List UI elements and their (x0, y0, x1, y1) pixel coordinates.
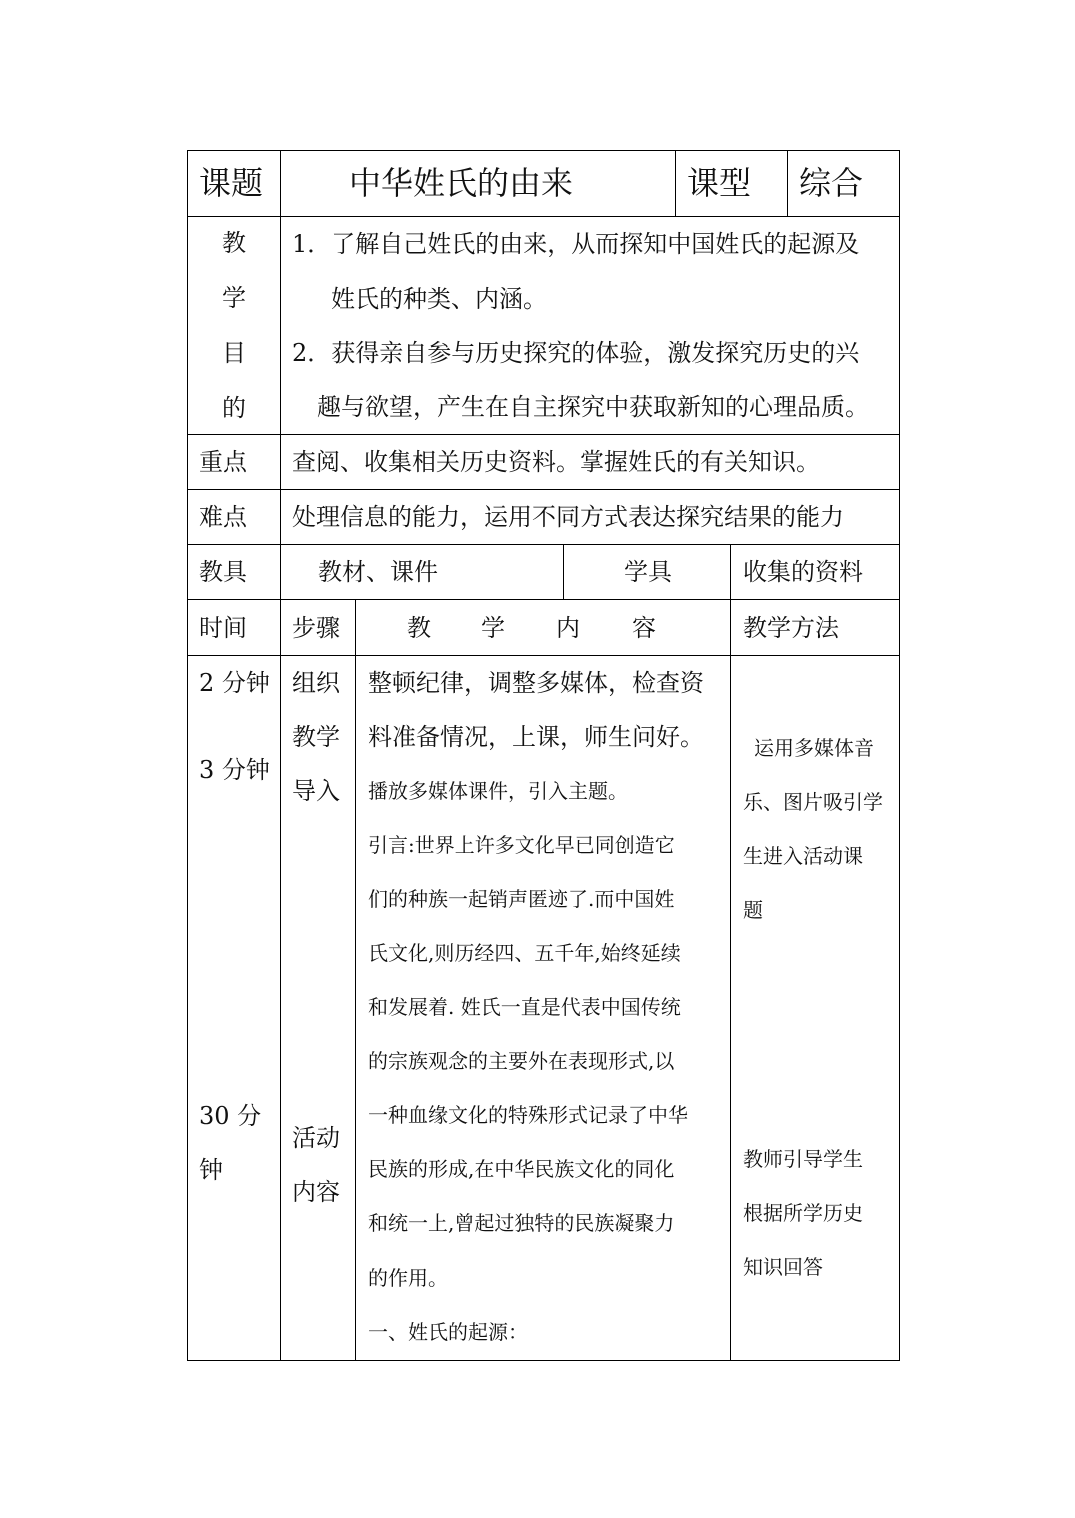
content-header-char: 容 (632, 614, 656, 642)
objective-1-line-2: 姓氏的种类、内涵。 (331, 285, 547, 313)
teacher-tools-value: 教材、课件 (318, 558, 438, 586)
content-line: 的宗族观念的主要外在表现形式,以 (368, 1049, 675, 1073)
topic-label: 课题 (199, 164, 264, 202)
content-line: 和统一上,曾起过独特的民族凝聚力 (368, 1211, 675, 1235)
step-entry: 教学 (292, 723, 340, 751)
objectives-label (187, 216, 281, 436)
difficulty-label: 难点 (199, 503, 247, 531)
student-tools-label: 学具 (624, 558, 672, 586)
content-header-char: 教 (407, 614, 431, 642)
objective-2-line-1: 2．获得亲自参与历史探究的体验，激发探究历史的兴 (292, 339, 860, 367)
type-label: 课型 (687, 164, 752, 202)
content-line: 们的种族一起销声匿迹了.而中国姓 (368, 887, 675, 911)
objectives-label-char: 目 (222, 339, 246, 367)
method-1-line: 乐、图片吸引学 (743, 790, 883, 814)
student-tools-value: 收集的资料 (743, 558, 863, 586)
method-1-line: 运用多媒体音 (754, 736, 874, 760)
content-line: 整顿纪律，调整多媒体，检查资 (368, 669, 704, 697)
key-point-label: 重点 (199, 448, 247, 476)
topic-title: 中华姓氏的由来 (349, 164, 574, 202)
content-line: 的作用。 (368, 1266, 448, 1290)
content-line: 播放多媒体课件，引入主题。 (368, 779, 628, 803)
method-column-header: 教学方法 (743, 614, 839, 642)
difficulty-text: 处理信息的能力，运用不同方式表达探究结果的能力 (292, 503, 844, 531)
method-2-line: 教师引导学生 (743, 1147, 863, 1171)
key-point-text: 查阅、收集相关历史资料。掌握姓氏的有关知识。 (292, 448, 820, 476)
content-line: 一、姓氏的起源： (368, 1320, 528, 1344)
method-2-line: 知识回答 (743, 1255, 823, 1279)
method-1-line: 生进入活动课 (743, 844, 863, 868)
step-body-cell (280, 655, 356, 1361)
content-line: 一种血缘文化的特殊形式记录了中华 (368, 1103, 688, 1127)
time-entry: 钟 (199, 1156, 223, 1184)
step-entry: 活动 (292, 1124, 340, 1152)
time-entry: 30 分 (199, 1102, 262, 1130)
time-entry: 2 分钟 (199, 669, 270, 697)
step-column-header: 步骤 (292, 614, 340, 642)
objective-2-line-2: 趣与欲望，产生在自主探究中获取新知的心理品质。 (317, 393, 869, 421)
content-line: 引言:世界上许多文化早已同创造它 (368, 833, 675, 857)
time-entry: 3 分钟 (199, 756, 270, 784)
content-header-char: 学 (481, 614, 505, 642)
content-header-char: 内 (556, 614, 580, 642)
step-entry: 导入 (292, 777, 340, 805)
time-column-header: 时间 (199, 614, 247, 642)
type-value: 综合 (799, 164, 864, 202)
method-1-line: 题 (743, 898, 763, 922)
method-2-line: 根据所学历史 (743, 1201, 863, 1225)
objective-1-line-1: 1．了解自己姓氏的由来，从而探知中国姓氏的起源及 (292, 230, 860, 258)
teacher-tools-label: 教具 (199, 558, 247, 586)
content-line: 民族的形成,在中华民族文化的同化 (368, 1157, 675, 1181)
step-entry: 组织 (292, 669, 340, 697)
step-entry: 内容 (292, 1178, 340, 1206)
content-line: 料准备情况，上课，师生问好。 (368, 723, 704, 751)
objectives-label-char: 学 (222, 284, 246, 312)
content-line: 和发展着. 姓氏一直是代表中国传统 (368, 995, 681, 1019)
content-line: 氏文化,则历经四、五千年,始终延续 (368, 941, 681, 965)
objectives-label-char: 的 (222, 394, 246, 422)
objectives-label-char: 教 (222, 229, 246, 257)
